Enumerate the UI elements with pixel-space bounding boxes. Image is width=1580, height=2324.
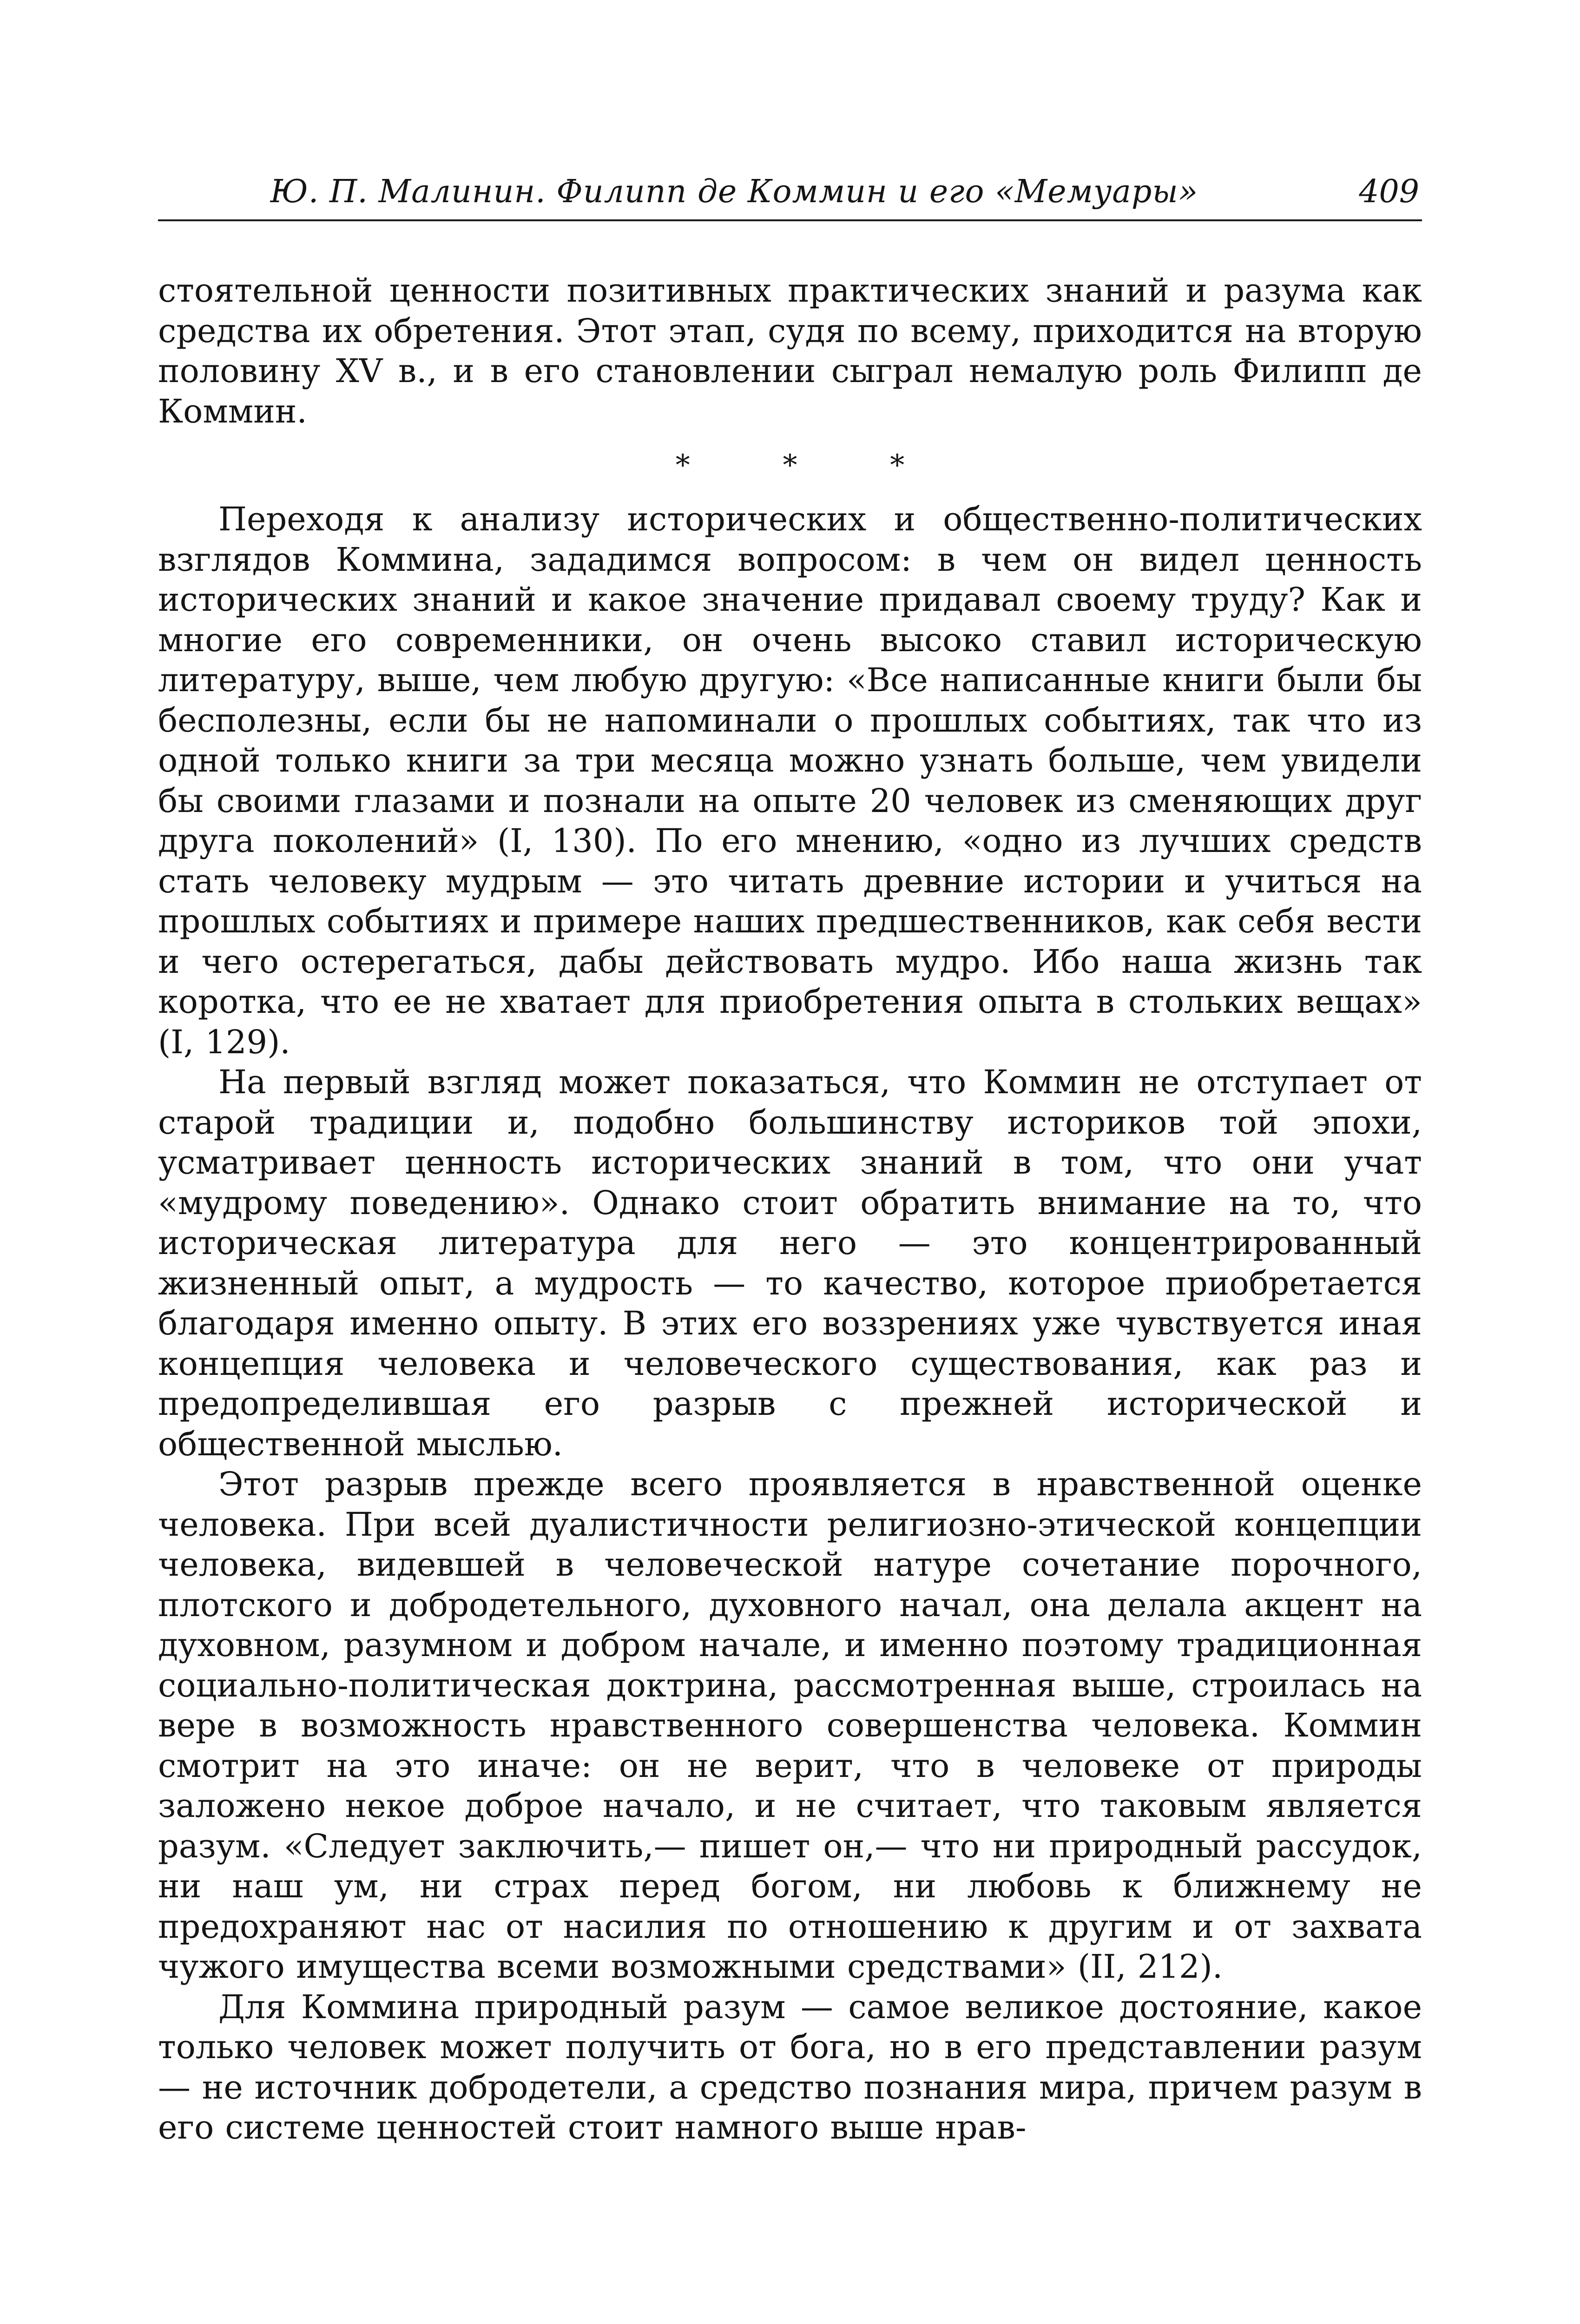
running-head	[158, 171, 1422, 218]
intro-paragraph: стоятельной ценности позитивных практических знаний и разума как средства их обретения. Этот этап, судя по всему, приходится на вторую половину XV в., и в его становлении сыграл немалую роль Филипп де Коммин.	[158, 271, 1422, 430]
header-rule	[158, 219, 1422, 221]
body-text	[158, 271, 1422, 2148]
paragraph-1: Переходя к анализу исторических и общественно-политических взглядов Коммина, зададимся вопросом: в чем он видел ценность исторических знаний и какое значение придавал своему труду? Как и многие его современники, он очень высоко ставил историческую литературу, выше, чем любую другую: «Все написанные книги были бы бесполезны, если бы не напоминали о прошлых событиях, так что из одной только книги за три месяца можно узнать больше, чем увидели бы своими глазами и познали на опыте 20 человек из сменяющих друг друга поколений» (I, 130). По его мнению, «одно из лучших средств стать человеку мудрым — это читать древние истории и учиться на прошлых событиях и примере наших предшественников, как себя вести и чего остерегаться, дабы действовать мудро. Ибо наша жизнь так коротка, что ее не хватает для приобретения опыта в стольких вещах» (I, 129).	[158, 500, 1422, 1061]
paragraph-4: Для Коммина природный разум — самое великое достояние, какое только человек может получить от бога, но в его представлении разум — не источник добродетели, а средство познания мира, причем разум в его системе ценностей стоит намного выше нрав-	[158, 1987, 1422, 2146]
paragraph-3: Этот разрыв прежде всего проявляется в нравственной оценке человека. При всей дуалистичности религиозно-этической концепции человека, видевшей в человеческой натуре сочетание порочного, плотского и добродетельного, духовного начал, она делала акцент на духовном, разумном и добром начале, и именно поэтому традиционная социально-политическая доктрина, рассмотренная выше, строилась на вере в возможность нравственного совершенства человека. Коммин смотрит на это иначе: он не верит, что в человеке от природы заложено некое доброе начало, и не считает, что таковым является разум. «Следует заключить,— пишет он,— что ни природный рассудок, ни наш ум, ни страх перед богом, ни любовь к ближнему не предохраняют нас от насилия по отношению к другим и от захвата чужого имущества всеми возможными средствами» (II, 212).	[158, 1465, 1422, 1986]
section-separator: * * *	[675, 448, 947, 482]
page-number: 409	[1359, 173, 1419, 210]
running-title: Ю. П. Малинин. Филипп де Коммин и его «Мемуары»	[270, 173, 1198, 210]
paragraph-2: На первый взгляд может показаться, что Коммин не отступает от старой традиции и, подобно большинству историков той эпохи, усматривает ценность исторических знаний в том, что они учат «мудрому поведению». Однако стоит обратить внимание на то, что историческая литература для него — это концентрированный жизненный опыт, а мудрость — то качество, которое приобретается благодаря именно опыту. В этих его воззрениях уже чувствуется иная концепция человека и человеческого существования, как раз и предопределившая его разрыв с прежней исторической и общественной мыслью.	[158, 1063, 1422, 1463]
